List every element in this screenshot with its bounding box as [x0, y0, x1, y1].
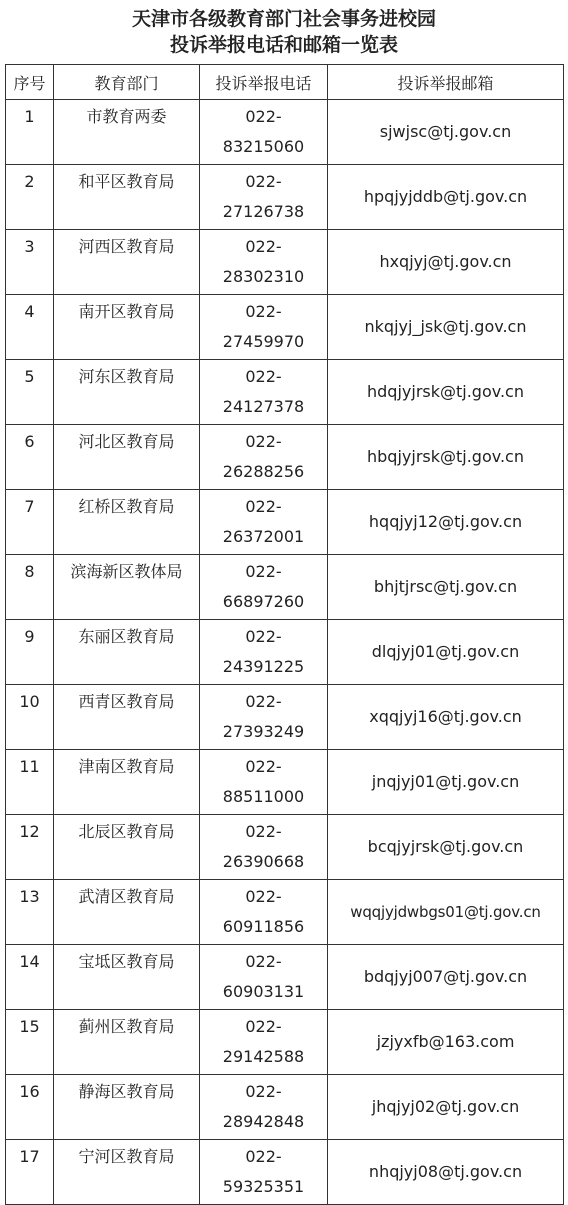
phone-area-code: 022-: [245, 1147, 282, 1166]
phone-number: 27126738: [222, 202, 305, 221]
email-link[interactable]: jnqjyj01@tj.gov.cn: [371, 772, 520, 791]
department-name: 宝坻区教育局: [54, 945, 200, 1010]
department-name: 东丽区教育局: [54, 620, 200, 685]
phone-area-code: 022-: [245, 367, 282, 386]
phone-cell: [200, 100, 328, 165]
phone-area-code: 022-: [245, 887, 282, 906]
email-cell: [328, 750, 564, 815]
email-link[interactable]: jhqjyj02@tj.gov.cn: [371, 1097, 520, 1116]
phone-number: 26390668: [222, 852, 305, 871]
page-title: [0, 6, 568, 58]
email-link[interactable]: nhqjyj08@tj.gov.cn: [368, 1162, 523, 1181]
email-link[interactable]: hqqjyj12@tj.gov.cn: [368, 512, 523, 531]
email-link[interactable]: bcqjyjrsk@tj.gov.cn: [367, 837, 524, 856]
row-number: 9: [6, 620, 54, 685]
phone-cell: [200, 880, 328, 945]
phone-number: 60911856: [222, 917, 305, 936]
phone-number: 60903131: [222, 982, 305, 1001]
table-row: [6, 555, 564, 620]
row-number: 6: [6, 425, 54, 490]
row-number: 5: [6, 360, 54, 425]
table-row: [6, 1140, 564, 1205]
phone-cell: [200, 490, 328, 555]
phone-cell: [200, 1010, 328, 1075]
email-link[interactable]: hpqjyjddb@tj.gov.cn: [363, 187, 528, 206]
phone-cell: [200, 750, 328, 815]
phone-area-code: 022-: [245, 172, 282, 191]
department-name: 宁河区教育局: [54, 1140, 200, 1205]
email-cell: [328, 555, 564, 620]
department-name: 蓟州区教育局: [54, 1010, 200, 1075]
phone-number: 26372001: [222, 527, 305, 546]
email-link[interactable]: jzjyxfb@163.com: [376, 1032, 515, 1051]
row-number: 14: [6, 945, 54, 1010]
email-cell: [328, 620, 564, 685]
phone-area-code: 022-: [245, 302, 282, 321]
phone-number: 66897260: [222, 592, 305, 611]
phone-area-code: 022-: [245, 432, 282, 451]
table-row: [6, 1075, 564, 1140]
contacts-table: [5, 64, 564, 1205]
email-link[interactable]: hdqjyjrsk@tj.gov.cn: [367, 382, 524, 401]
phone-cell: [200, 945, 328, 1010]
phone-area-code: 022-: [245, 107, 282, 126]
phone-cell: [200, 620, 328, 685]
page-title-line-1: 天津市各级教育部门社会事务进校园: [131, 8, 436, 30]
email-cell: [328, 230, 564, 295]
row-number: 7: [6, 490, 54, 555]
email-cell: [328, 425, 564, 490]
table-row: [6, 620, 564, 685]
phone-cell: [200, 165, 328, 230]
department-name: 河北区教育局: [54, 425, 200, 490]
department-name: 和平区教育局: [54, 165, 200, 230]
phone-area-code: 022-: [245, 692, 282, 711]
phone-number: 28302310: [222, 267, 305, 286]
email-cell: [328, 360, 564, 425]
email-cell: [328, 295, 564, 360]
row-number: 15: [6, 1010, 54, 1075]
department-name: 南开区教育局: [54, 295, 200, 360]
email-cell: [328, 1075, 564, 1140]
phone-cell: [200, 685, 328, 750]
page-title-line-2: 投诉举报电话和邮箱一览表: [169, 34, 398, 56]
email-cell: [328, 945, 564, 1010]
header-department: 教育部门: [54, 65, 200, 100]
phone-number: 59325351: [222, 1177, 305, 1196]
row-number: 13: [6, 880, 54, 945]
row-number: 10: [6, 685, 54, 750]
email-link[interactable]: hxqjyj@tj.gov.cn: [379, 252, 512, 271]
row-number: 16: [6, 1075, 54, 1140]
phone-number: 24391225: [222, 657, 305, 676]
department-name: 河西区教育局: [54, 230, 200, 295]
email-cell: [328, 1010, 564, 1075]
row-number: 4: [6, 295, 54, 360]
phone-area-code: 022-: [245, 627, 282, 646]
email-link[interactable]: sjwjsc@tj.gov.cn: [379, 122, 512, 141]
phone-area-code: 022-: [245, 757, 282, 776]
table-row: [6, 425, 564, 490]
table-row: [6, 230, 564, 295]
table-row: [6, 815, 564, 880]
phone-area-code: 022-: [245, 497, 282, 516]
email-cell: [328, 100, 564, 165]
department-name: 河东区教育局: [54, 360, 200, 425]
row-number: 2: [6, 165, 54, 230]
department-name: 津南区教育局: [54, 750, 200, 815]
row-number: 1: [6, 100, 54, 165]
phone-cell: [200, 295, 328, 360]
table-row: [6, 295, 564, 360]
table-row: [6, 165, 564, 230]
phone-number: 29142588: [222, 1047, 305, 1066]
table-row: [6, 1010, 564, 1075]
table-header-row: [6, 65, 564, 100]
row-number: 3: [6, 230, 54, 295]
table-row: [6, 490, 564, 555]
department-name: 滨海新区教体局: [54, 555, 200, 620]
table-row: [6, 685, 564, 750]
email-link[interactable]: nkqjyj_jsk@tj.gov.cn: [364, 317, 527, 336]
email-link[interactable]: bdqjyj007@tj.gov.cn: [363, 967, 528, 986]
email-cell: [328, 1140, 564, 1205]
phone-area-code: 022-: [245, 562, 282, 581]
phone-area-code: 022-: [245, 822, 282, 841]
phone-number: 27459970: [222, 332, 305, 351]
department-name: 西青区教育局: [54, 685, 200, 750]
table-body: [6, 100, 564, 1205]
table-row: [6, 945, 564, 1010]
row-number: 12: [6, 815, 54, 880]
email-link[interactable]: dlqjyj01@tj.gov.cn: [371, 642, 520, 661]
phone-cell: [200, 425, 328, 490]
phone-cell: [200, 1075, 328, 1140]
row-number: 11: [6, 750, 54, 815]
header-number: 序号: [6, 65, 54, 100]
phone-number: 26288256: [222, 462, 305, 481]
phone-number: 28942848: [222, 1112, 305, 1131]
header-phone: 投诉举报电话: [200, 65, 328, 100]
phone-area-code: 022-: [245, 1017, 282, 1036]
email-link[interactable]: hbqjyjrsk@tj.gov.cn: [367, 447, 524, 466]
email-cell: [328, 880, 564, 945]
email-cell: [328, 815, 564, 880]
email-link[interactable]: wqqjyjdwbgs01@tj.gov.cn: [350, 903, 541, 921]
table-row: [6, 360, 564, 425]
department-name: 红桥区教育局: [54, 490, 200, 555]
phone-cell: [200, 1140, 328, 1205]
table-row: [6, 100, 564, 165]
row-number: 8: [6, 555, 54, 620]
phone-cell: [200, 815, 328, 880]
phone-number: 88511000: [222, 787, 305, 806]
table-row: [6, 880, 564, 945]
department-name: 武清区教育局: [54, 880, 200, 945]
department-name: 市教育两委: [54, 100, 200, 165]
email-link[interactable]: bhjtjrsc@tj.gov.cn: [373, 577, 518, 596]
table-row: [6, 750, 564, 815]
email-cell: [328, 490, 564, 555]
phone-cell: [200, 230, 328, 295]
row-number: 17: [6, 1140, 54, 1205]
phone-number: 24127378: [222, 397, 305, 416]
department-name: 静海区教育局: [54, 1075, 200, 1140]
phone-area-code: 022-: [245, 952, 282, 971]
phone-cell: [200, 555, 328, 620]
phone-cell: [200, 360, 328, 425]
department-name: 北辰区教育局: [54, 815, 200, 880]
phone-area-code: 022-: [245, 1082, 282, 1101]
phone-area-code: 022-: [245, 237, 282, 256]
header-email: 投诉举报邮箱: [328, 65, 564, 100]
email-cell: [328, 685, 564, 750]
phone-number: 27393249: [222, 722, 305, 741]
phone-number: 83215060: [222, 137, 305, 156]
email-cell: [328, 165, 564, 230]
email-link[interactable]: xqqjyj16@tj.gov.cn: [369, 707, 522, 726]
